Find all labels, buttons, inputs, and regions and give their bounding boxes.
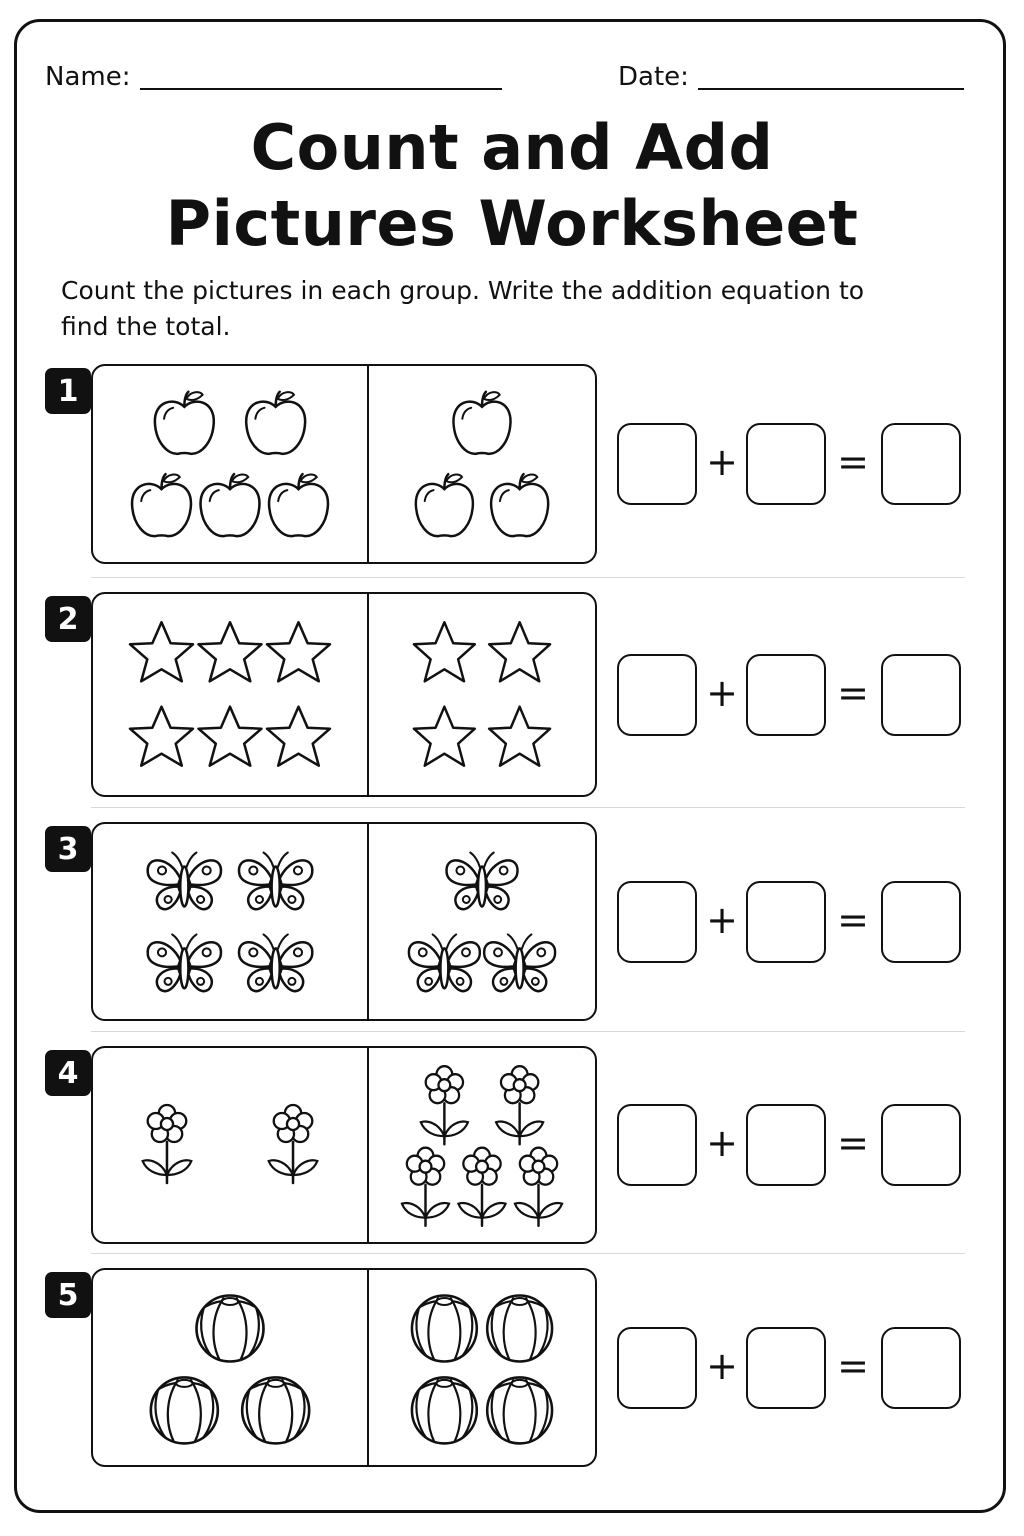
addend-2-box[interactable] (746, 1327, 826, 1409)
problem-divider (91, 1031, 965, 1032)
plus-sign: + (706, 897, 738, 942)
flower-icon (421, 1066, 468, 1144)
flower-icon (496, 1066, 543, 1144)
sum-box[interactable] (881, 1104, 961, 1186)
right-picture-group (369, 594, 595, 795)
butterfly-icon (484, 934, 555, 991)
ball-icon (412, 1296, 477, 1362)
ball-icon (242, 1377, 309, 1443)
problem-number-badge: 2 (45, 596, 91, 642)
flower-icon (269, 1105, 318, 1183)
left-picture-group (93, 824, 369, 1019)
ball-icon (412, 1377, 477, 1443)
picture-groups (91, 1046, 597, 1244)
title-line-1: Count and Add (250, 111, 774, 184)
addend-1-box[interactable] (617, 423, 697, 505)
star-icon (199, 707, 262, 766)
apple-icon (269, 474, 328, 536)
apple-icon (201, 474, 260, 536)
butterfly-icon (148, 934, 221, 991)
problem-divider (91, 1253, 965, 1254)
date-label: Date: (618, 62, 689, 92)
plus-sign: + (706, 1343, 738, 1388)
sum-box[interactable] (881, 1327, 961, 1409)
flower-icon (458, 1148, 505, 1226)
title-line-2: Pictures Worksheet (165, 187, 859, 260)
problem-divider (91, 577, 965, 578)
equals-sign: = (837, 440, 869, 484)
butterfly-icon (239, 934, 312, 991)
problem-number-badge: 5 (45, 1272, 91, 1318)
plus-sign: + (706, 1121, 738, 1165)
problem-divider (91, 807, 965, 808)
picture-groups (91, 592, 597, 797)
apple-icon (491, 474, 548, 536)
picture-groups (91, 1268, 597, 1467)
addend-1-box[interactable] (617, 1104, 697, 1186)
left-picture-group (93, 1270, 369, 1465)
star-icon (130, 707, 193, 766)
problem-number-badge: 3 (45, 826, 91, 872)
star-icon (130, 622, 193, 681)
star-icon (414, 707, 475, 766)
name-label: Name: (45, 62, 131, 92)
apple-icon (132, 474, 191, 536)
equals-sign: = (837, 1343, 869, 1388)
addend-1-box[interactable] (617, 1327, 697, 1409)
ball-icon (151, 1377, 218, 1443)
left-picture-group (93, 1048, 369, 1242)
problem-number-badge: 1 (45, 368, 91, 414)
equals-sign: = (837, 1121, 869, 1165)
equals-sign: = (837, 670, 869, 715)
instructions: Count the pictures in each group. Write the addition equation to find the total. (61, 276, 865, 341)
addend-1-box[interactable] (617, 654, 697, 736)
addend-2-box[interactable] (746, 423, 826, 505)
apple-icon (416, 474, 473, 536)
addend-1-box[interactable] (617, 881, 697, 963)
butterfly-icon (239, 853, 312, 910)
problem-number-badge: 4 (45, 1050, 91, 1096)
butterfly-icon (148, 853, 221, 910)
plus-sign: + (706, 670, 738, 715)
flower-icon (143, 1105, 192, 1183)
right-picture-group (369, 824, 595, 1019)
sum-box[interactable] (881, 423, 961, 505)
star-icon (267, 622, 330, 681)
butterfly-icon (447, 853, 518, 910)
addend-2-box[interactable] (746, 654, 826, 736)
right-picture-group (369, 1048, 595, 1242)
ball-icon (197, 1296, 264, 1362)
picture-groups (91, 364, 597, 564)
ball-icon (487, 1296, 552, 1362)
star-icon (414, 622, 475, 681)
star-icon (199, 622, 262, 681)
equals-sign: = (837, 897, 869, 942)
star-icon (489, 707, 550, 766)
picture-groups (91, 822, 597, 1021)
flower-icon (402, 1148, 449, 1226)
right-picture-group (369, 366, 595, 562)
right-picture-group (369, 1270, 595, 1465)
addend-2-box[interactable] (746, 881, 826, 963)
star-icon (267, 707, 330, 766)
addend-2-box[interactable] (746, 1104, 826, 1186)
sum-box[interactable] (881, 881, 961, 963)
sum-box[interactable] (881, 654, 961, 736)
apple-icon (246, 392, 305, 454)
butterfly-icon (409, 934, 480, 991)
apple-icon (155, 392, 214, 454)
star-icon (489, 622, 550, 681)
plus-sign: + (706, 440, 738, 484)
left-picture-group (93, 366, 369, 562)
flower-icon (515, 1148, 562, 1226)
ball-icon (487, 1377, 552, 1443)
left-picture-group (93, 594, 369, 795)
apple-icon (453, 392, 510, 454)
